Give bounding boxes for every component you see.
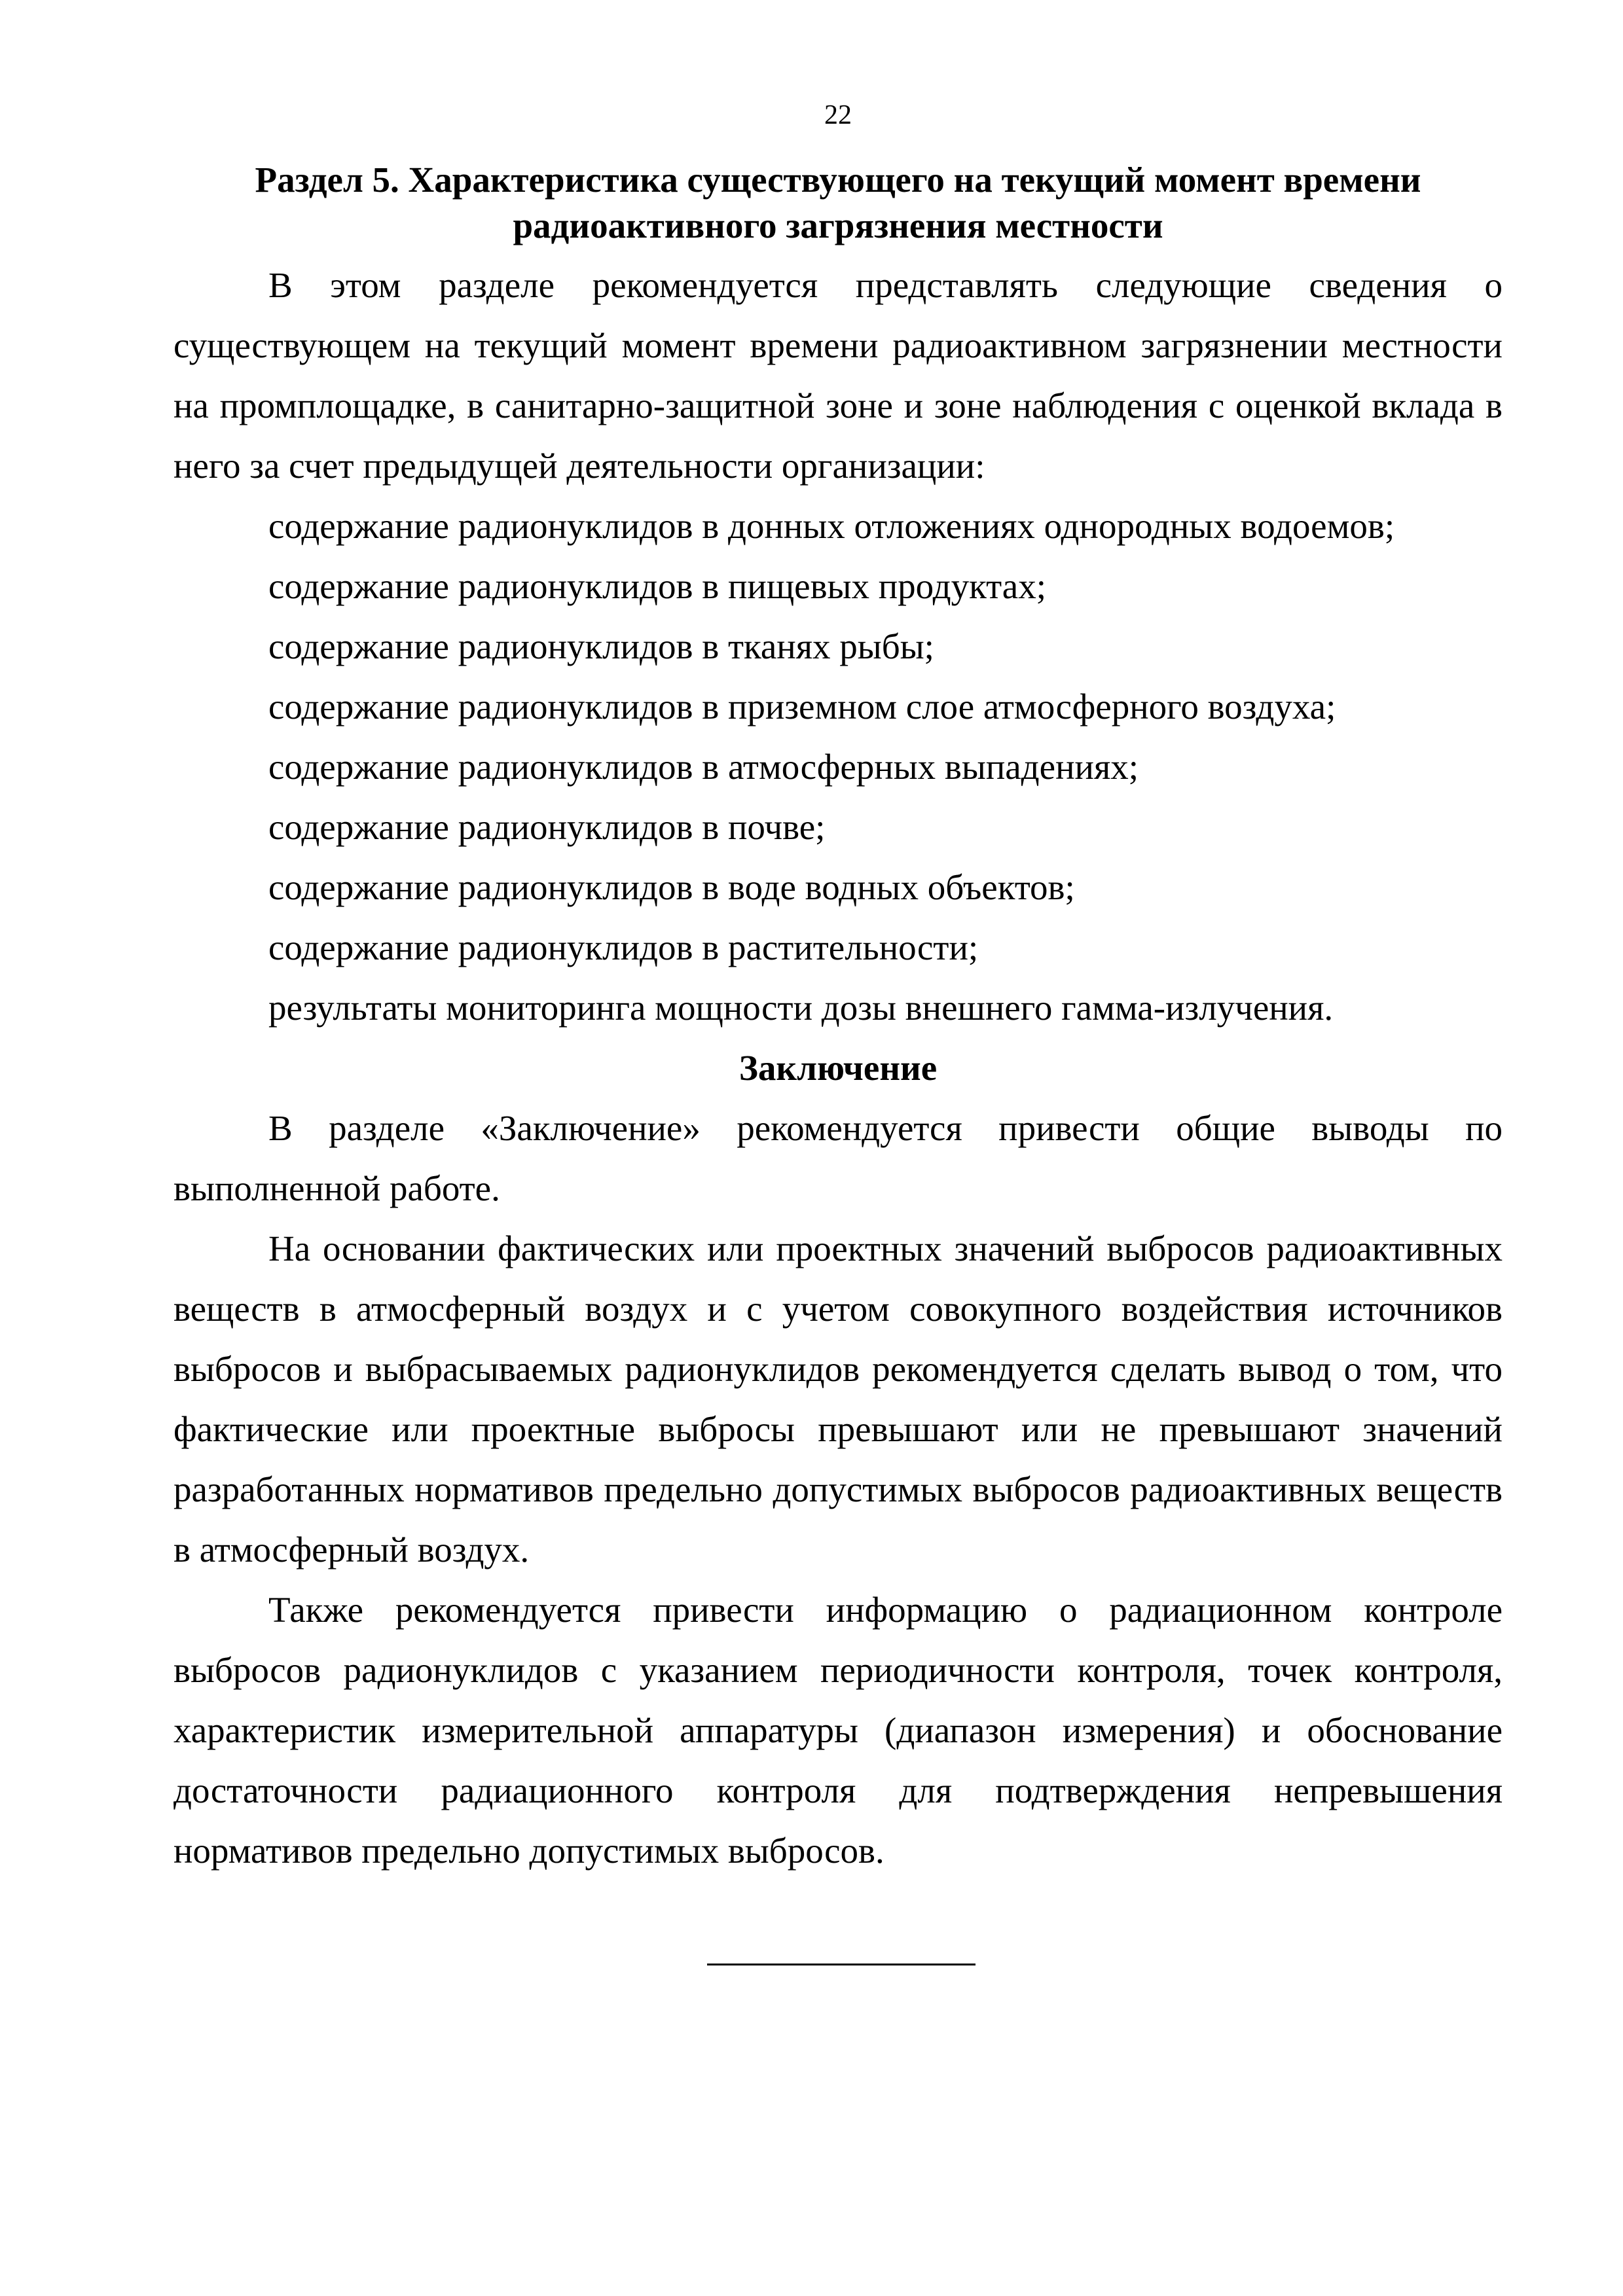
list-item: содержание радионуклидов в пищевых продуктах;	[268, 566, 1046, 606]
list-item: содержание радионуклидов в приземном слое атмосферного воздуха;	[268, 687, 1336, 726]
section-title	[173, 157, 1503, 249]
list-item: содержание радионуклидов в атмосферных выпадениях;	[268, 747, 1139, 787]
section-body	[173, 255, 1503, 1881]
list-item: содержание радионуклидов в воде водных объектов;	[268, 867, 1075, 907]
section-title-line-2: радиоактивного загрязнения местности	[513, 206, 1163, 245]
list-item: результаты мониторинга мощности дозы внешнего гамма-излучения.	[268, 988, 1334, 1028]
section-intro-paragraph: В этом разделе рекомендуется представлять следующие сведения о существующем на текущий момент времени радиоактивном загрязнении местности на промплощадке, в санитарно-защитной зоне и зоне наблюдения с оценкой вклада в него за счет предыдущей деятельности организации:	[173, 265, 1503, 486]
page-content	[173, 157, 1503, 1881]
end-of-document-rule	[707, 1964, 976, 1965]
section-title-line-1: Раздел 5. Характеристика существующего на текущий момент времени	[255, 160, 1421, 200]
list-item: содержание радионуклидов в растительности;	[268, 927, 979, 967]
conclusion-title: Заключение	[739, 1048, 938, 1088]
list-item: содержание радионуклидов в почве;	[268, 807, 826, 847]
conclusion-paragraph: В разделе «Заключение» рекомендуется привести общие выводы по выполненной работе.	[173, 1108, 1503, 1208]
contamination-items-list	[173, 496, 1503, 1038]
list-item: содержание радионуклидов в донных отложениях однородных водоемов;	[268, 506, 1395, 546]
conclusion-paragraph: Также рекомендуется привести информацию о радиационном контроле выбросов радионуклидов с указанием периодичности контроля, точек контроля, характеристик измерительной аппаратуры (диапазон измерения) и обоснование достаточности радиационного контроля для подтверждения непревышения нормативов предельно допустимых выбросов.	[173, 1590, 1503, 1871]
page-number: 22	[824, 100, 852, 130]
list-item: содержание радионуклидов в тканях рыбы;	[268, 626, 934, 666]
conclusion-paragraph: На основании фактических или проектных значений выбросов радиоактивных веществ в атмосферный воздух и с учетом совокупного воздействия источников выбросов и выбрасываемых радионуклидов рекомендуется сделать вывод о том, что фактические или проектные выбросы превышают или не превышают значений разработанных нормативов предельно допустимых выбросов радиоактивных веществ в атмосферный воздух.	[173, 1229, 1503, 1570]
spacer	[173, 249, 1503, 255]
